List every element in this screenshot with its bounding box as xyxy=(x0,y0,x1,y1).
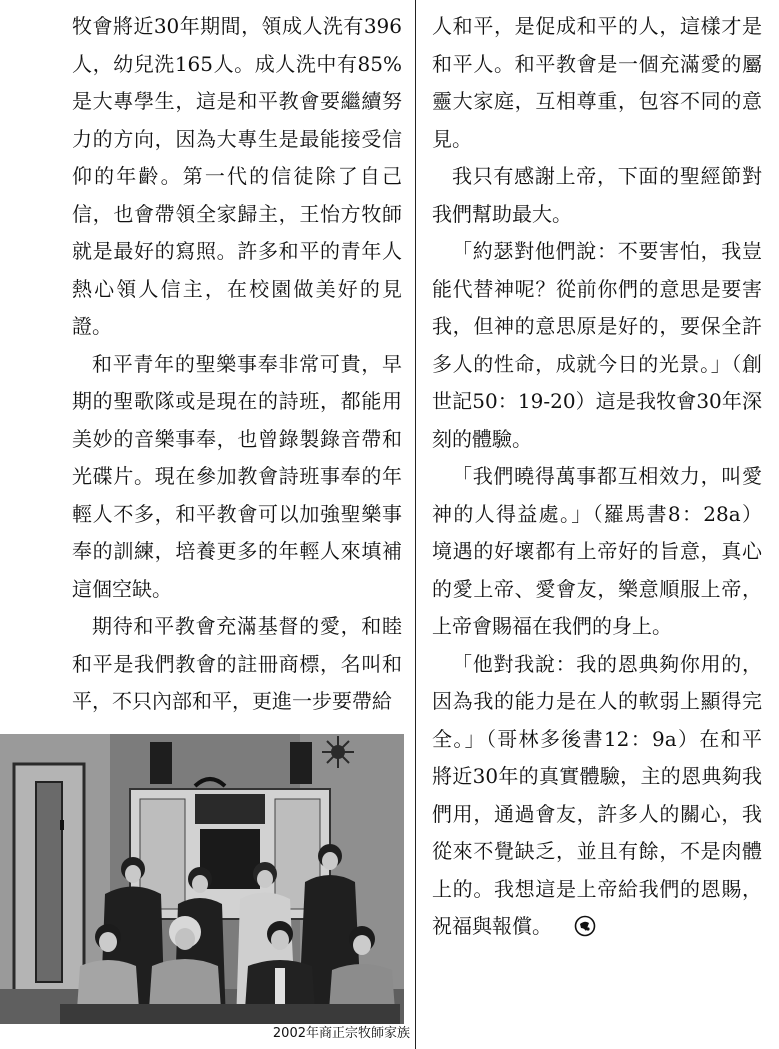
corinthians-quote-text: 「他對我說：我的恩典夠你用的，因為我的能力是在人的軟弱上顯得完全。」（哥林多後書12：9a）在和平將近30年的真實體驗，主的恩典夠我們用，通過會友，許多人的關心，我從來不覺缺乏，並且有餘，不是肉體上的。我想這是上帝給我們的恩賜，祝福與報償。 xyxy=(432,651,762,938)
paragraph-genesis-quote: 「約瑟對他們說：不要害怕，我豈能代替神呢？從前你們的意思是要害我，但神的意思原是好的，要保全許多人的性命，成就今日的光景。」（創世記50：19-20）這是我牧會30年深刻的體驗。 xyxy=(432,239,762,451)
family-photo xyxy=(0,734,404,1024)
end-of-article-mark-icon xyxy=(554,912,576,934)
photo-caption: 2002年商正宗牧師家族 xyxy=(272,1026,410,1041)
column-divider xyxy=(415,0,416,1049)
paragraph-baptism-statistics: 牧會將近30年期間，領成人洗有396人，幼兒洗165人。成人洗中有85%是大專學生，這是和平教會要繼續努力的方向，因為大專生是最能接受信仰的年齡。第一代的信徒除了自己信，也會帶領全家歸主，王怡方牧師就是最好的寫照。許多和平的青年人熱心領人信主，在校園做美好的見證。 xyxy=(72,14,402,338)
paragraph-thanks-to-god: 我只有感謝上帝，下面的聖經節對我們幫助最大。 xyxy=(432,164,762,226)
right-column xyxy=(432,8,762,946)
paragraph-sacred-music: 和平青年的聖樂事奉非常可貴，早期的聖歌隊或是現在的詩班，都能用美妙的音樂事奉，也曾錄製錄音帶和光碟片。現在參加教會詩班事奉的年輕人不多，和平教會可以加強聖樂事奉的訓練，培養更多的年輕人來填補這個空缺。 xyxy=(72,351,402,601)
paragraph-corinthians-quote xyxy=(432,646,762,946)
paragraph-peace-makers: 人和平，是促成和平的人，這樣才是和平人。和平教會是一個充滿愛的屬靈大家庭，互相尊重，包容不同的意見。 xyxy=(432,14,762,151)
left-column xyxy=(72,8,402,721)
paragraph-romans-quote: 「我們曉得萬事都互相效力，叫愛神的人得益處。」（羅馬書8：28a）境遇的好壞都有上帝好的旨意，真心的愛上帝、愛會友，樂意順服上帝，上帝會賜福在我們的身上。 xyxy=(432,464,762,638)
paragraph-peace-hope: 期待和平教會充滿基督的愛，和睦和平是我們教會的註冊商標，名叫和平，不只內部和平，更進一步要帶給 xyxy=(72,614,402,713)
